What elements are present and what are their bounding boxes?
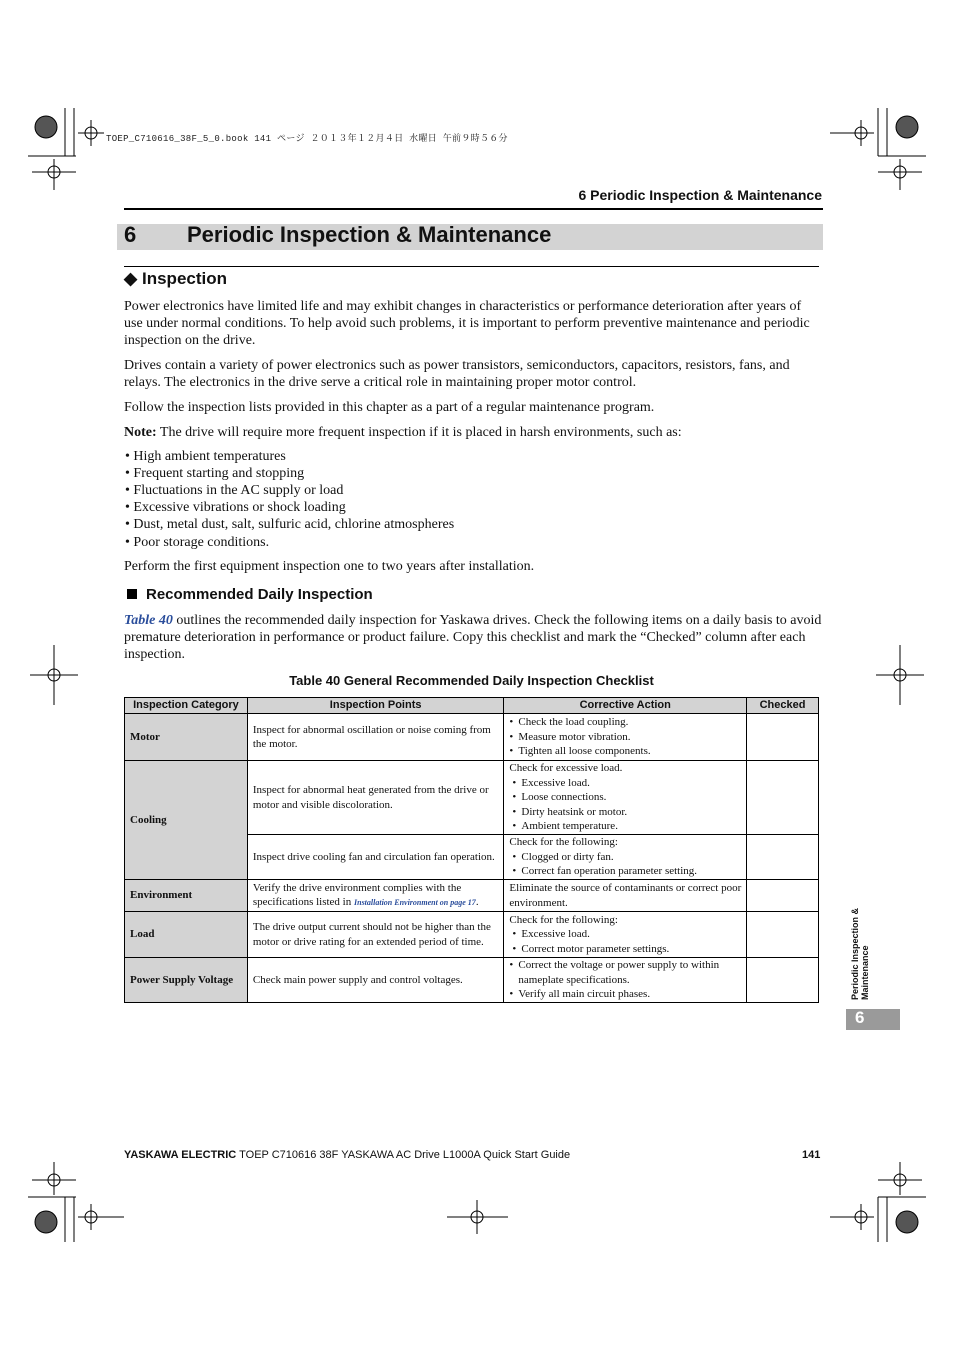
list-item: • Dust, metal dust, salt, sulfuric acid, chlorine atmospheres: [125, 517, 455, 532]
corrective-action: [504, 835, 747, 880]
list-item: • Fluctuations in the AC supply or load: [125, 483, 344, 498]
paragraph-follow: Follow the inspection lists provided in this chapter as a part of a regular maintenance program.: [124, 400, 655, 415]
list-item: • Correct the voltage or power supply to within nameplate specifications.: [509, 958, 742, 987]
list-item: • Verify all main circuit phases.: [509, 987, 742, 1002]
header-inspection-category: Inspection Category: [125, 698, 248, 714]
paragraph-table-intro: [124, 612, 822, 663]
table-row: [125, 880, 819, 912]
list-item: • Poor storage conditions.: [125, 535, 270, 550]
header-checked: Checked: [747, 698, 819, 714]
paragraph-note: [124, 424, 822, 441]
square-bullet-icon: [127, 589, 137, 599]
list-item: • Frequent starting and stopping: [125, 466, 305, 481]
inspection-point: Inspect for abnormal heat generated from the drive or motor and visible discoloration.: [247, 761, 504, 835]
paragraph-electronics: Drives contain a variety of power electronics such as power transistors, semiconductors, capacitors, resistors, fans, and relays. The electronics in the drive serve a critical role in maintaining proper motor control.: [124, 358, 790, 390]
list-item: • Dirty heatsink or motor.: [512, 805, 742, 820]
action-lead: Check for excessive load.: [509, 762, 623, 775]
paragraph-first-inspection: Perform the first equipment inspection one to two years after installation.: [124, 559, 535, 574]
list-item: • Excessive load.: [512, 776, 742, 791]
table-40-link[interactable]: Table 40: [124, 613, 173, 628]
list-item: • Excessive vibrations or shock loading: [125, 500, 346, 515]
category-environment: Environment: [125, 880, 248, 912]
subsection-title: Recommended Daily Inspection: [146, 586, 373, 603]
environment-list: [125, 448, 454, 551]
section-title: Inspection: [142, 269, 228, 288]
table-row: [125, 761, 819, 835]
point-text: Verify the drive environment complies with the specifications listed in: [252, 881, 462, 908]
footer-brand: YASKAWA ELECTRIC: [124, 1149, 237, 1161]
list-item: • Excessive load.: [512, 927, 742, 942]
inspection-point: Check main power supply and control voltages.: [247, 958, 504, 1003]
installation-environment-link[interactable]: Installation Environment on page 17: [354, 898, 476, 907]
list-item: • Measure motor vibration.: [509, 730, 742, 745]
action-lead: Check for the following:: [509, 913, 618, 926]
list-item: • Ambient temperature.: [512, 819, 742, 834]
table-row: [125, 714, 819, 761]
list-item: • Tighten all loose components.: [509, 744, 742, 759]
page-number: 141: [802, 1149, 821, 1161]
list-item: • Correct motor parameter settings.: [512, 942, 742, 957]
inspection-point: The drive output current should not be higher than the motor or drive rating for an extended period of time.: [247, 912, 504, 958]
category-motor: Motor: [125, 714, 248, 761]
category-power-supply-voltage: Power Supply Voltage: [125, 958, 248, 1003]
point-end: .: [475, 896, 479, 908]
paragraph-intro: Power electronics have limited life and may exhibit changes in characteristics or performance deterioration after years of use under normal conditions. To help avoid such problems, it is important to perform preventive maintenance and periodic inspection on the drive.: [124, 299, 810, 348]
inspection-checklist-table: [124, 697, 819, 1003]
corrective-action: [504, 761, 747, 835]
checked-cell[interactable]: [747, 958, 819, 1003]
note-text: The drive will require more frequent inspection if it is placed in harsh environments, such as:: [156, 425, 682, 440]
checked-cell[interactable]: [747, 835, 819, 880]
table-row: [125, 958, 819, 1003]
running-head: 6 Periodic Inspection & Maintenance: [578, 187, 822, 203]
corrective-action: Eliminate the source of contaminants or correct poor environment.: [504, 880, 747, 912]
table-caption: Table 40 General Recommended Daily Inspection Checklist: [289, 673, 654, 688]
chapter-number: 6: [124, 222, 137, 247]
action-lead: Check for the following:: [509, 836, 618, 849]
header-rule: [124, 208, 823, 210]
inspection-point: [247, 880, 504, 912]
category-cooling: Cooling: [125, 761, 248, 880]
note-label: Note:: [124, 425, 157, 440]
diamond-icon: ◆: [124, 269, 138, 288]
footer: [124, 1149, 570, 1161]
checked-cell[interactable]: [747, 912, 819, 958]
corrective-action: [504, 912, 747, 958]
checked-cell[interactable]: [747, 761, 819, 835]
list-item: • Clogged or dirty fan.: [512, 850, 742, 865]
inspection-point: Inspect drive cooling fan and circulation fan operation.: [247, 835, 504, 880]
corrective-action: [504, 714, 747, 761]
side-tab-number: 6: [855, 1008, 865, 1027]
category-load: Load: [125, 912, 248, 958]
section-heading: [124, 269, 227, 289]
chapter-title: Periodic Inspection & Maintenance: [187, 222, 552, 247]
table-header-row: [125, 698, 819, 714]
inspection-point: Inspect for abnormal oscillation or noise coming from the motor.: [247, 714, 504, 761]
footer-doc: TOEP C710616 38F YASKAWA AC Drive L1000A Quick Start Guide: [236, 1149, 571, 1161]
table-intro-text: outlines the recommended daily inspection for Yaskawa drives. Check the following items on a daily basis to avoid premature deterioration in performance or product failure. Copy this checklist and mark the “Checked” column after each inspection.: [124, 613, 822, 662]
section-rule: [124, 266, 819, 267]
checked-cell[interactable]: [747, 714, 819, 761]
list-item: • High ambient temperatures: [125, 449, 286, 464]
table-row: [125, 912, 819, 958]
print-info-line: TOEP_C710616_38F_5_0.book 141 ページ ２０１３年１２月４日 水曜日 午前９時５６分: [106, 134, 508, 144]
side-tab-label: Periodic Inspection & Maintenance: [850, 907, 870, 1000]
list-item: • Check the load coupling.: [509, 715, 742, 730]
list-item: • Loose connections.: [512, 790, 742, 805]
list-item: • Correct fan operation parameter setting.: [512, 864, 742, 879]
header-inspection-points: Inspection Points: [247, 698, 504, 714]
subsection-heading: [127, 586, 373, 603]
checked-cell[interactable]: [747, 880, 819, 912]
header-corrective-action: Corrective Action: [504, 698, 747, 714]
corrective-action: [504, 958, 747, 1003]
